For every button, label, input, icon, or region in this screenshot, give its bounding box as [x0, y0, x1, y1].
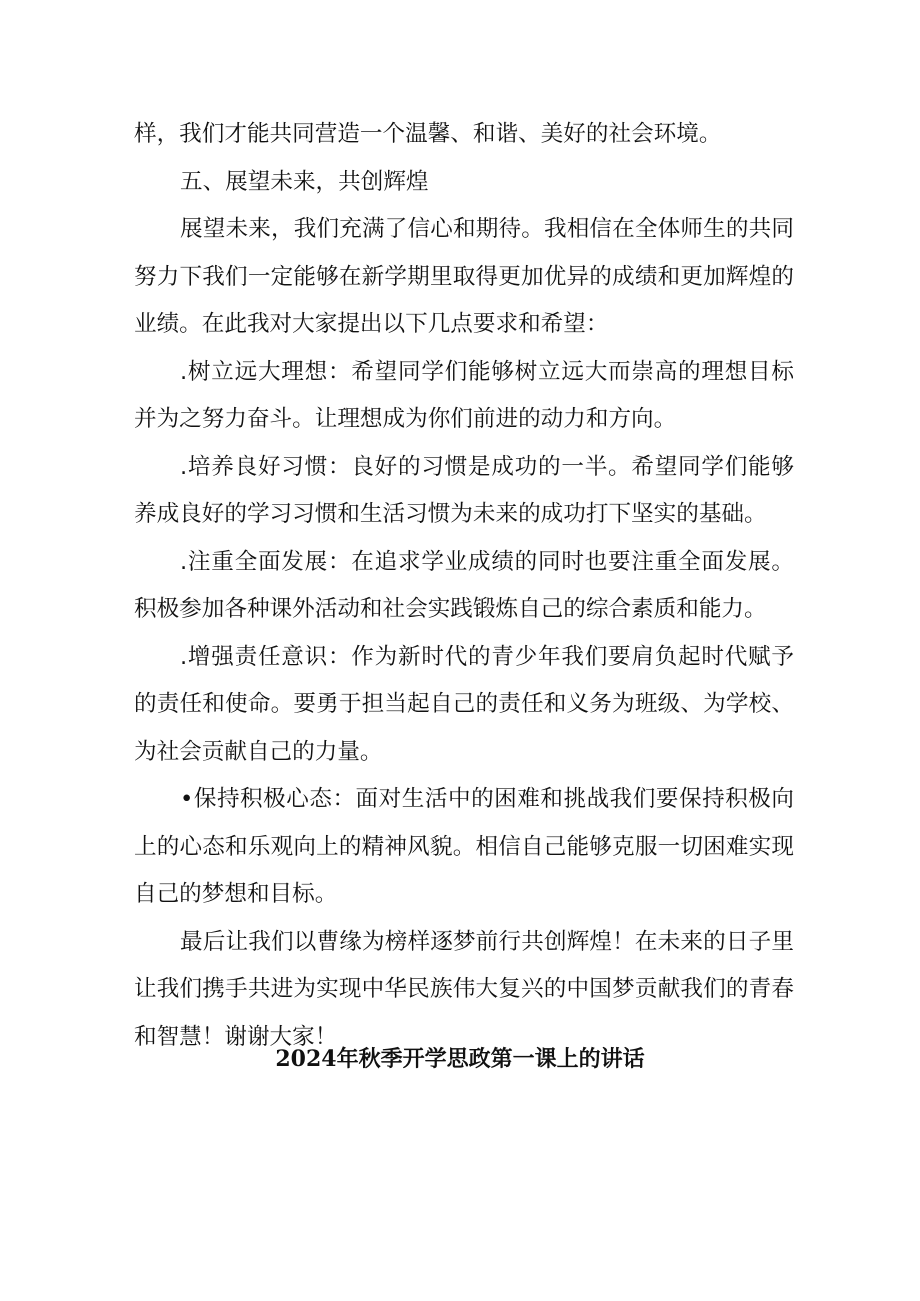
next-document-title: 2024年秋季开学思政第一课上的讲话	[275, 1046, 645, 1072]
paragraph-closing: 最后让我们以曹缘为榜样逐梦前行共创辉煌！在未来的日子里让我们携手共进为实现中华民族伟大复兴的中国梦贡献我们的青春和智慧！谢谢大家！	[134, 928, 794, 1050]
list-item-habits: .培养良好习惯：良好的习惯是成功的一半。希望同学们能够养成良好的学习习惯和生活习惯为未来的成功打下坚实的基础。	[134, 453, 794, 527]
list-item-attitude: •保持积极心态：面对生活中的困难和挑战我们要保持积极向上的心态和乐观向上的精神风貌。相信自己能够克服一切困难实现自己的梦想和目标。	[134, 786, 794, 907]
list-item-ideal: .树立远大理想：希望同学们能够树立远大而崇高的理想目标并为之努力奋斗。让理想成为你们前进的动力和方向。	[134, 358, 794, 432]
list-item-development: .注重全面发展：在追求学业成绩的同时也要注重全面发展。积极参加各种课外活动和社会实践锻炼自己的综合素质和能力。	[134, 548, 794, 622]
speech-body	[134, 111, 794, 1061]
list-item-responsibility: .增强责任意识：作为新时代的青少年我们要肩负起时代赋予的责任和使命。要勇于担当起自己的责任和义务为班级、为学校、为社会贡献自己的力量。	[134, 643, 794, 765]
paragraph-outlook: 展望未来，我们充满了信心和期待。我相信在全体师生的共同努力下我们一定能够在新学期里取得更加优异的成绩和更加辉煌的业绩。在此我对大家提出以下几点要求和希望：	[134, 216, 794, 337]
paragraph-continuation: 样，我们才能共同营造一个温馨、和谐、美好的社会环境。	[134, 121, 722, 147]
section-heading: 五、展望未来，共创辉煌	[180, 168, 429, 195]
